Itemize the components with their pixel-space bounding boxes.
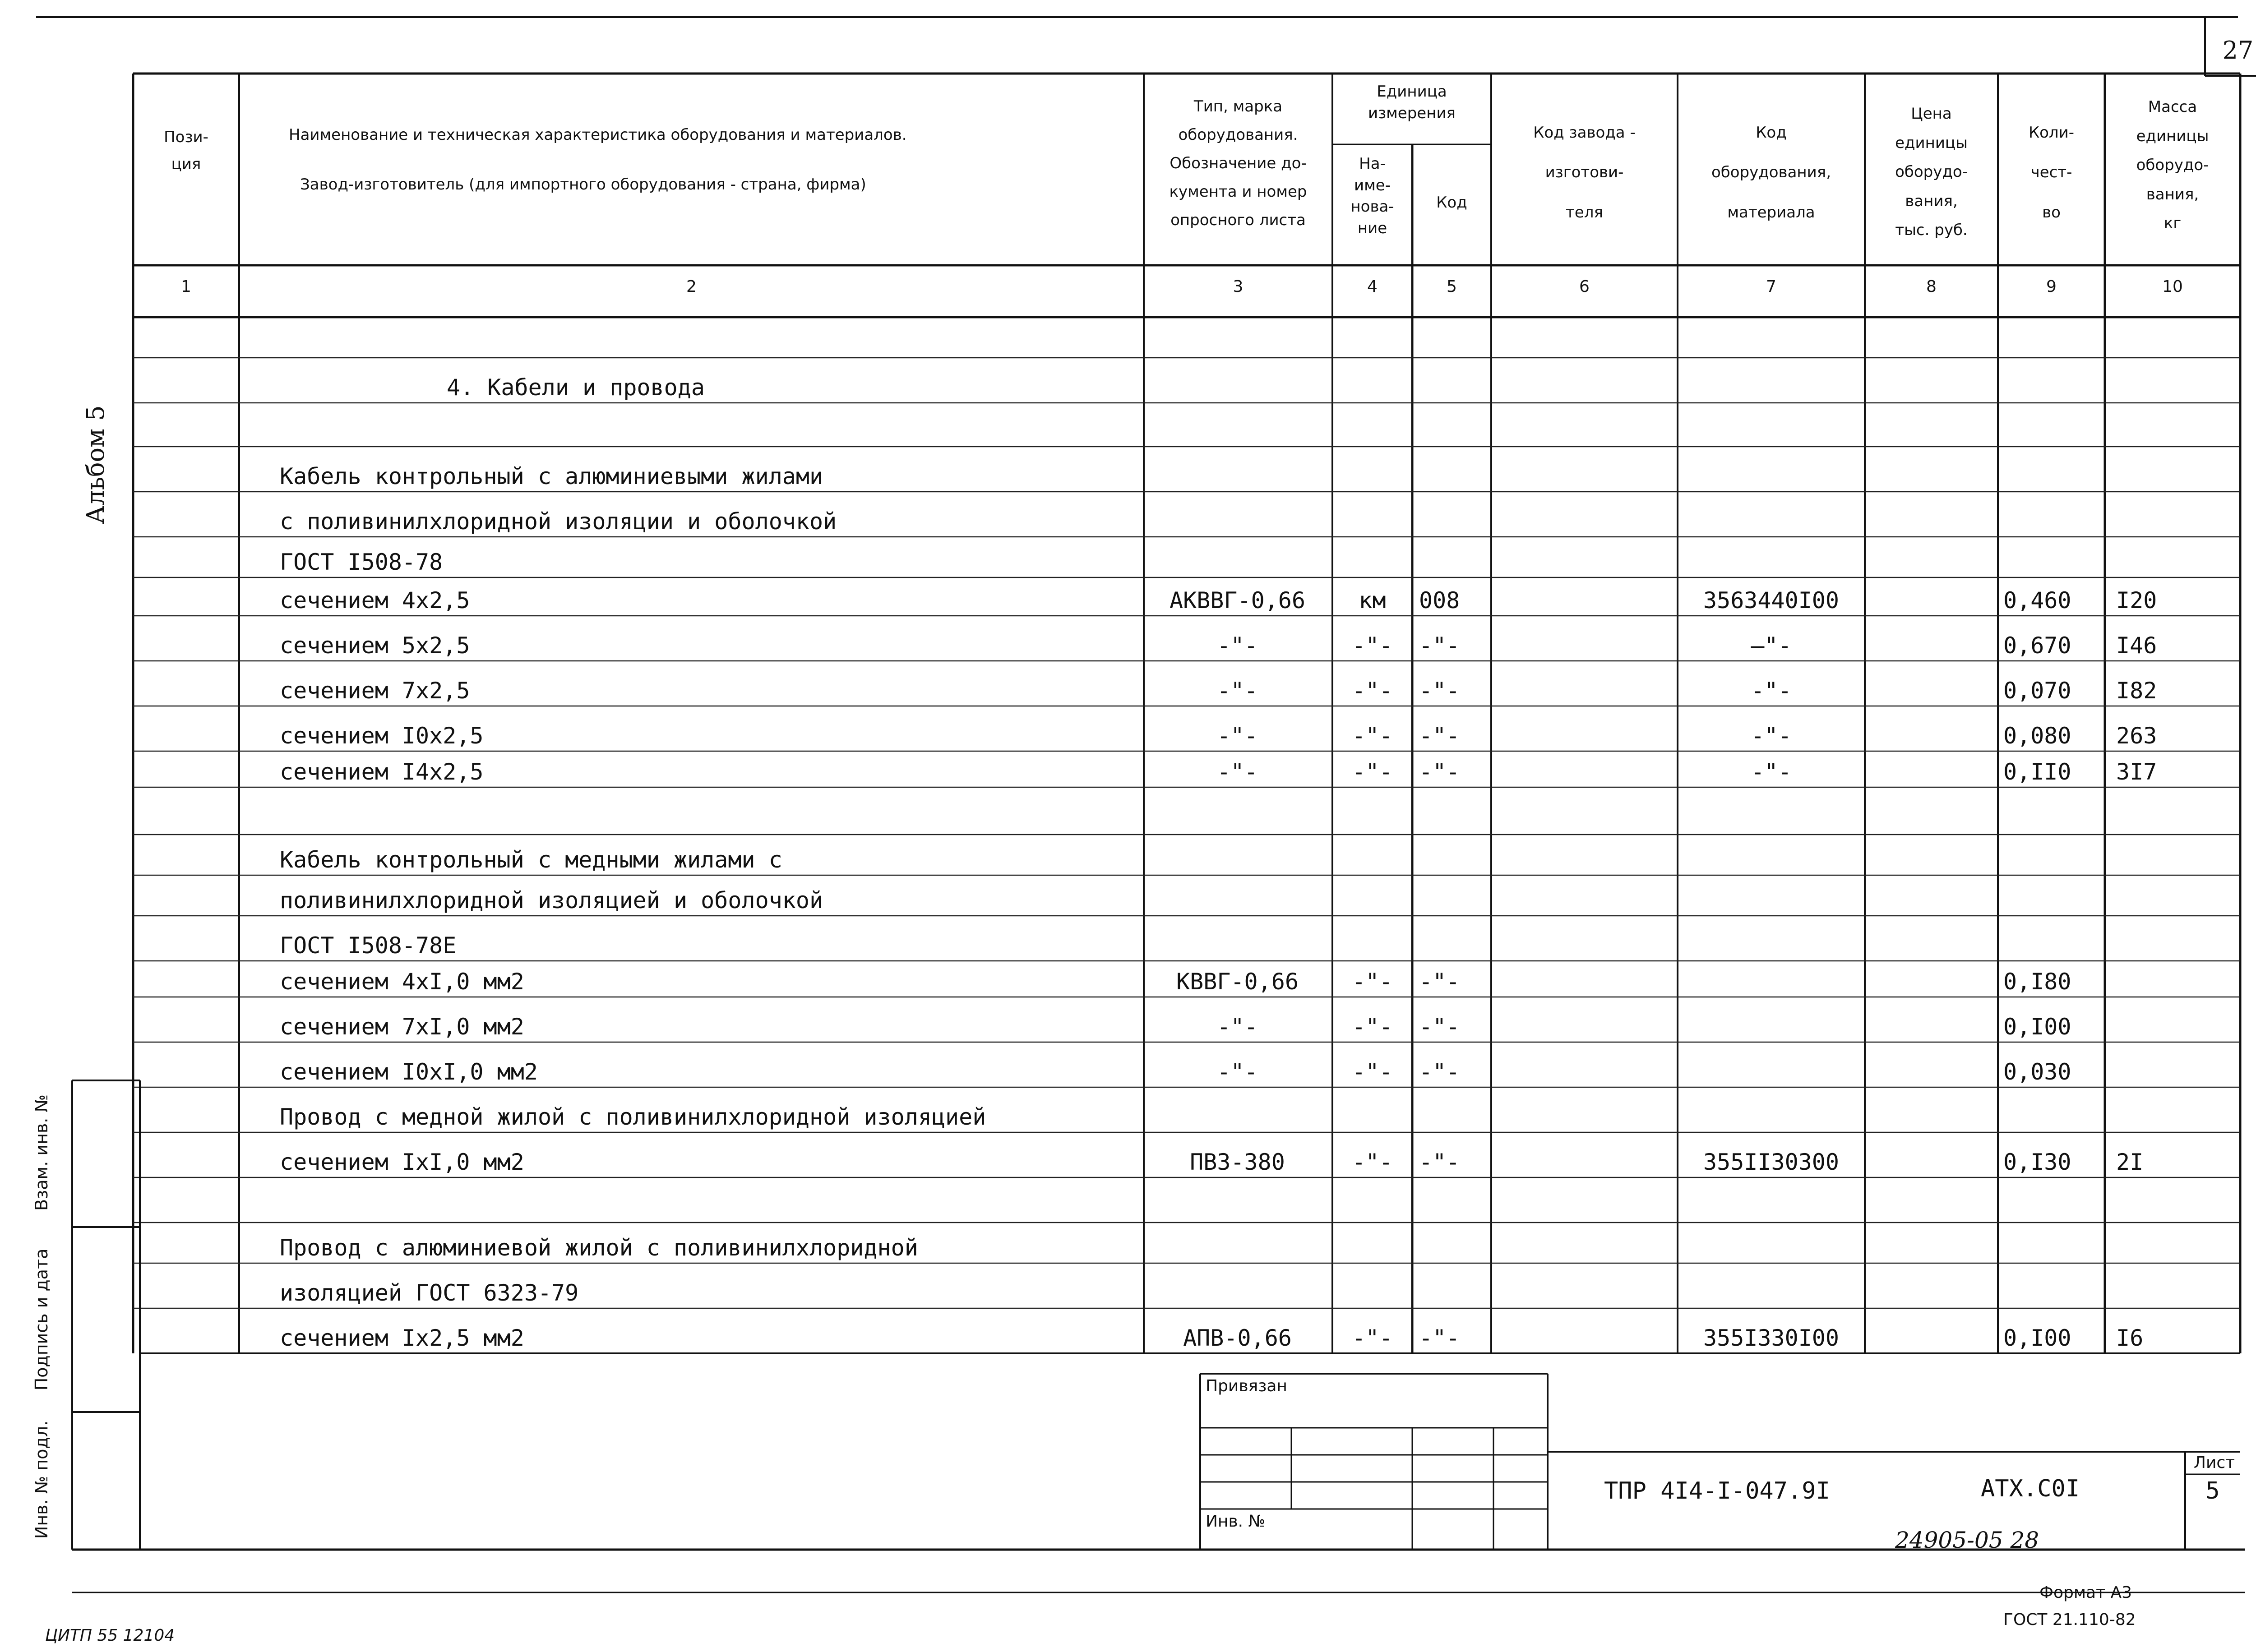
cell-type: КВВГ-0,66: [1176, 969, 1299, 995]
cell-type: -"-: [1217, 759, 1258, 785]
cell-code: -"-: [1419, 632, 1460, 659]
header-price: Цена единицы оборудо- вания, тыс. руб.: [1895, 105, 1968, 240]
cell-unit: -"-: [1352, 969, 1393, 995]
cell-unit: -"-: [1352, 759, 1393, 785]
inv-no-label: Инв. №: [1206, 1512, 1266, 1531]
cell-equip: -"-: [1751, 759, 1792, 785]
cell-unit: -"-: [1352, 1325, 1393, 1351]
header-mass: Масса единицы оборудо- вания, кг: [2136, 98, 2209, 233]
column-number-7: 7: [1766, 277, 1776, 296]
column-number-10: 10: [2162, 277, 2183, 296]
table-row: [0, 706, 2256, 751]
album-label: Альбом 5: [81, 405, 110, 524]
cell-qty: 0,670: [2003, 632, 2071, 659]
cell-mass: I46: [2116, 632, 2157, 659]
cell-type: -"-: [1217, 632, 1258, 659]
table-row: [0, 537, 2256, 577]
privyazan-label: Привязан: [1206, 1377, 1287, 1395]
header-quantity: Коли- чест- во: [2028, 124, 2075, 221]
header-unit: Единица измерения: [1368, 83, 1456, 122]
cell-code: -"-: [1419, 1325, 1460, 1351]
cell-name: Провод с алюминиевой жилой с поливинилхлоридной: [280, 1235, 918, 1261]
cell-code: -"-: [1419, 969, 1460, 995]
cell-name: сечением Iх2,5 мм2: [280, 1325, 524, 1351]
cell-qty: 0,II0: [2003, 759, 2071, 785]
cell-equip: 355II30300: [1703, 1149, 1840, 1175]
cell-qty: 0,I30: [2003, 1149, 2071, 1175]
header-plant-code: Код завода - изготови- теля: [1533, 124, 1636, 221]
table-row: [0, 1263, 2256, 1308]
format-label: Формат А3: [2039, 1583, 2132, 1602]
gost-label: ГОСТ 21.110-82: [2003, 1610, 2136, 1629]
cell-equip: 355I330I00: [1703, 1325, 1840, 1351]
cell-name: 4. Кабели и провода: [447, 374, 705, 401]
cell-mass: 3I7: [2116, 759, 2157, 785]
cell-qty: 0,030: [2003, 1059, 2071, 1085]
cell-mass: I20: [2116, 587, 2157, 614]
document-code: ТПР 4I4-I-047.9I: [1604, 1477, 1830, 1504]
header-name-line1: Наименование и техническая характеристика оборудования и материалов.: [289, 126, 907, 144]
cell-name: ГОСТ I508-78Е: [280, 932, 457, 959]
table-row: [0, 916, 2256, 961]
table-row: [0, 751, 2256, 787]
cell-name: сечением 7х2,5: [280, 678, 470, 704]
cell-name: Кабель контрольный с алюминиевыми жилами: [280, 463, 823, 489]
column-number-3: 3: [1233, 277, 1244, 296]
table-row: [0, 787, 2256, 835]
cell-type: АПВ-0,66: [1183, 1325, 1292, 1351]
cell-type: ПВЗ-380: [1190, 1149, 1285, 1175]
column-number-1: 1: [181, 277, 191, 296]
table-row: [0, 997, 2256, 1042]
cell-type: -"-: [1217, 1059, 1258, 1085]
header-type: Тип, марка оборудования. Обозначение до- кумента и номер опросного листа: [1169, 97, 1307, 229]
cell-type: АКВВГ-0,66: [1169, 587, 1306, 614]
cell-qty: 0,070: [2003, 678, 2071, 704]
column-number-9: 9: [2046, 277, 2057, 296]
cell-name: сечением I0хI,0 мм2: [280, 1059, 538, 1085]
cell-code: -"-: [1419, 1149, 1460, 1175]
header-unit-name: На- име- нова- ние: [1350, 155, 1394, 237]
table-row: [0, 403, 2256, 447]
cell-type: -"-: [1217, 723, 1258, 749]
cell-mass: 263: [2116, 723, 2157, 749]
table-row: [0, 1087, 2256, 1132]
cell-mass: 2I: [2116, 1149, 2144, 1175]
table-row: [0, 1223, 2256, 1263]
cell-name: сечением 4х2,5: [280, 587, 470, 614]
cell-qty: 0,460: [2003, 587, 2071, 614]
cell-code: -"-: [1419, 1014, 1460, 1040]
table-row: [0, 1177, 2256, 1223]
inv-podl-label: Инв. № подл.: [32, 1420, 51, 1539]
column-number-4: 4: [1367, 277, 1378, 296]
cell-name: ГОСТ I508-78: [280, 549, 443, 575]
column-number-6: 6: [1579, 277, 1590, 296]
table-row: [0, 1308, 2256, 1353]
sheet-label: Лист: [2193, 1454, 2235, 1472]
column-number-5: 5: [1447, 277, 1457, 296]
table-row: [0, 661, 2256, 706]
cell-name: сечением 7хI,0 мм2: [280, 1014, 524, 1040]
header-unit-code: Код: [1436, 194, 1467, 212]
signature-date-label: Подпись и дата: [32, 1248, 51, 1391]
table-row: [0, 492, 2256, 537]
cell-name: поливинилхлоридной изоляцией и оболочкой: [280, 887, 823, 914]
table-row: [0, 317, 2256, 358]
cell-unit: км: [1359, 587, 1386, 614]
cell-code: -"-: [1419, 678, 1460, 704]
cell-mass: I82: [2116, 678, 2157, 704]
cell-name: Провод с медной жилой с поливинилхлоридной изоляцией: [280, 1104, 986, 1130]
cell-qty: 0,I80: [2003, 969, 2071, 995]
cell-name: Кабель контрольный с медными жилами с: [280, 847, 782, 873]
cell-equip: —"-: [1751, 632, 1792, 659]
table-row: [0, 358, 2256, 403]
cell-name: сечением IхI,0 мм2: [280, 1149, 524, 1175]
cell-name: сечением I0х2,5: [280, 723, 484, 749]
cell-unit: -"-: [1352, 678, 1393, 704]
cell-unit: -"-: [1352, 632, 1393, 659]
cell-qty: 0,080: [2003, 723, 2071, 749]
cell-mass: I6: [2116, 1325, 2144, 1351]
document-mark: АТХ.С0I: [1981, 1475, 2080, 1502]
column-number-8: 8: [1926, 277, 1937, 296]
header-equipment-code: Код оборудования, материала: [1711, 124, 1831, 221]
table-row: [0, 447, 2256, 492]
cell-unit: -"-: [1352, 1149, 1393, 1175]
header-position: Пози- ция: [164, 128, 208, 173]
header-name-line2: Завод-изготовитель (для импортного оборудования - страна, фирма): [300, 175, 866, 194]
handwritten-number: 24905-05 28: [1895, 1527, 2039, 1553]
cell-code: -"-: [1419, 723, 1460, 749]
cell-name: изоляцией ГОСТ 6323-79: [280, 1280, 579, 1306]
table-row: [0, 961, 2256, 997]
cell-qty: 0,I00: [2003, 1325, 2071, 1351]
cell-equip: -"-: [1751, 723, 1792, 749]
inv-vzam-label: Взам. инв. №: [32, 1094, 51, 1211]
column-number-2: 2: [686, 277, 697, 296]
table-row: [0, 1042, 2256, 1087]
cell-type: -"-: [1217, 1014, 1258, 1040]
cell-equip: -"-: [1751, 678, 1792, 704]
cell-qty: 0,I00: [2003, 1014, 2071, 1040]
cell-name: с поливинилхлоридной изоляции и оболочкой: [280, 508, 837, 535]
cell-unit: -"-: [1352, 723, 1393, 749]
cell-code: -"-: [1419, 1059, 1460, 1085]
table-row: [0, 1132, 2256, 1177]
cell-unit: -"-: [1352, 1014, 1393, 1040]
sheet-number: 5: [2205, 1477, 2220, 1504]
table-row: [0, 875, 2256, 916]
page-number: 27: [2222, 36, 2254, 65]
cell-name: сечением I4х2,5: [280, 759, 484, 785]
cell-name: сечением 5х2,5: [280, 632, 470, 659]
cell-code: 008: [1419, 587, 1460, 614]
cell-type: -"-: [1217, 678, 1258, 704]
table-row: [0, 835, 2256, 875]
printer-label: ЦИТП 55 12104: [45, 1626, 175, 1645]
cell-code: -"-: [1419, 759, 1460, 785]
table-row: [0, 577, 2256, 616]
table-row: [0, 616, 2256, 661]
cell-name: сечением 4хI,0 мм2: [280, 969, 524, 995]
cell-unit: -"-: [1352, 1059, 1393, 1085]
cell-equip: 3563440I00: [1703, 587, 1840, 614]
